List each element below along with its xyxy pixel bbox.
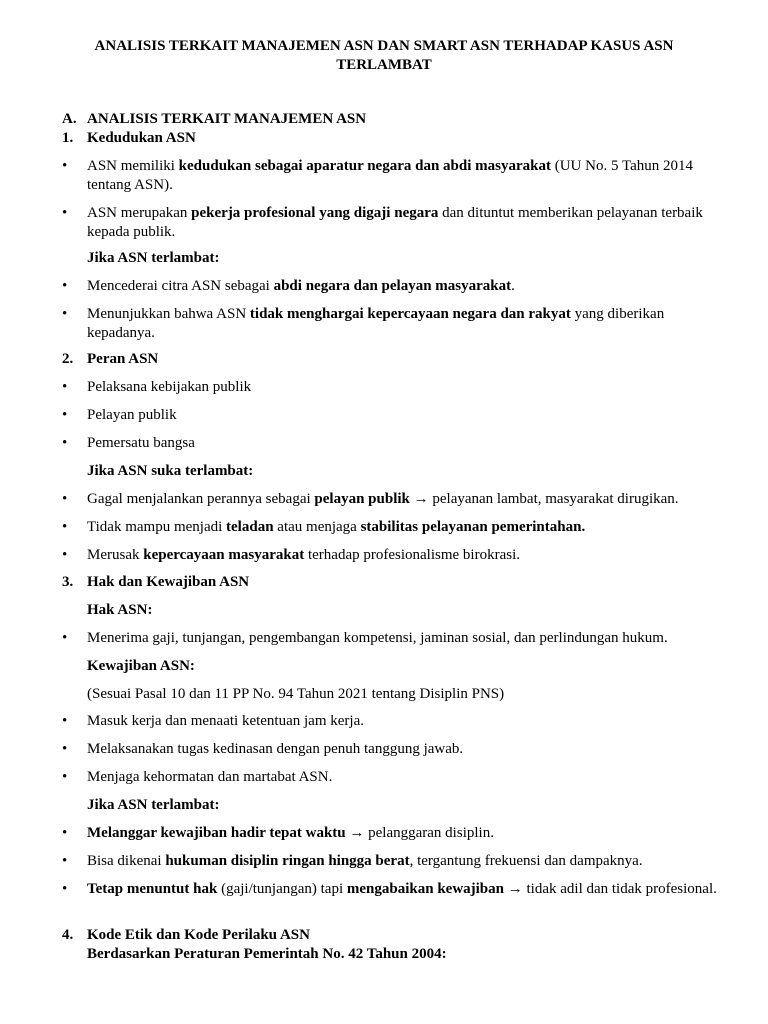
section-2-number: 2. [62, 351, 74, 367]
bullet-icon: • [62, 491, 68, 507]
list-item [62, 824, 727, 843]
section-a-label: ANALISIS TERKAIT MANAJEMEN ASN [87, 111, 367, 127]
text: Masuk kerja dan menaati ketentuan jam kerja. [87, 713, 364, 729]
section-4-subtitle: Berdasarkan Peraturan Pemerintah No. 42 Tahun 2004: [87, 946, 447, 962]
bold-text: pelayan publik [314, 491, 410, 507]
text: atau menjaga [273, 519, 361, 535]
bold-text: kepercayaan masyarakat [143, 547, 305, 563]
section-a-letter: A. [62, 111, 77, 127]
bold-text: stabilitas pelayanan pemerintahan. [360, 519, 586, 535]
arrow-icon: → [345, 825, 369, 841]
text: (gaji/tunjangan) tapi [217, 881, 347, 897]
text: Merusak [87, 547, 144, 563]
section-4-number: 4. [62, 927, 74, 943]
section-4-label: Kode Etik dan Kode Perilaku ASN [87, 927, 310, 943]
arrow-icon: → [409, 491, 433, 507]
text: tidak adil dan tidak profesional. [526, 881, 717, 897]
list-item [62, 768, 727, 787]
bullet-icon: • [62, 519, 68, 535]
text: (UU No. 5 Tahun 2014 tentang ASN). [87, 158, 693, 193]
bold-text: Jika ASN suka terlambat: [87, 463, 254, 479]
bullet-icon: • [62, 278, 68, 294]
section-1-label: Kedudukan ASN [87, 130, 196, 146]
text: Bisa dikenai [87, 853, 166, 869]
list-item [62, 157, 727, 195]
bold-text: mengabaikan kewajiban [346, 881, 504, 897]
list-item [62, 740, 727, 759]
bullet-icon: • [62, 435, 68, 451]
bold-text: tidak menghargai kepercayaan negara dan rakyat [249, 306, 571, 322]
list-item [62, 490, 727, 509]
bullet-icon: • [62, 881, 68, 897]
bold-text: pekerja profesional yang digaji negara [191, 205, 439, 221]
bullet-icon: • [62, 853, 68, 869]
bullet-icon: • [62, 547, 68, 563]
sub-heading [87, 796, 727, 815]
list-item [62, 880, 727, 899]
text: Pelaksana kebijakan publik [87, 379, 252, 395]
list-item [62, 518, 727, 537]
bullet-icon: • [62, 769, 68, 785]
document-title [40, 37, 728, 75]
section-3-heading [62, 573, 732, 592]
text: , tergantung frekuensi dan dampaknya. [409, 853, 643, 869]
sub-heading [87, 462, 727, 481]
list-item [62, 712, 727, 731]
section-1-heading [62, 129, 732, 148]
list-item [62, 378, 727, 397]
bold-text: kedudukan sebagai aparatur negara dan abdi masyarakat [178, 158, 551, 174]
text: Tidak mampu menjadi [87, 519, 227, 535]
list-item [62, 629, 727, 648]
text: Mencederai citra ASN sebagai [87, 278, 274, 294]
note-text: (Sesuai Pasal 10 dan 11 PP No. 94 Tahun 2021 tentang Disiplin PNS) [87, 686, 505, 702]
bullet-icon: • [62, 741, 68, 757]
text: yang diberikan kepadanya. [87, 306, 665, 341]
section-a-heading [62, 110, 732, 129]
section-2-heading [62, 350, 732, 369]
text: pelanggaran disiplin. [368, 825, 494, 841]
text: Gagal menjalankan perannya sebagai [87, 491, 315, 507]
section-4-heading [62, 926, 732, 945]
section-3-number: 3. [62, 574, 74, 590]
bullet-icon: • [62, 158, 68, 174]
text: dan dituntut memberikan pelayanan terbaik kepada publik. [87, 205, 703, 240]
arrow-icon: → [504, 881, 527, 897]
list-item [62, 204, 727, 242]
bold-text: Melanggar kewajiban hadir tepat waktu [87, 825, 346, 841]
list-item [62, 305, 727, 343]
bullet-icon: • [62, 825, 68, 841]
text: terhadap profesionalisme birokrasi. [304, 547, 520, 563]
title-line-2: TERLAMBAT [336, 57, 432, 73]
text: ASN merupakan [87, 205, 192, 221]
bold-text: Tetap menuntut hak [87, 881, 218, 897]
bold-text: Hak ASN: [87, 602, 153, 618]
section-1-number: 1. [62, 130, 74, 146]
section-3-label: Hak dan Kewajiban ASN [87, 574, 250, 590]
bold-text: Jika ASN terlambat: [87, 250, 220, 266]
bullet-icon: • [62, 407, 68, 423]
sub-heading [87, 601, 727, 620]
bold-text: abdi negara dan pelayan masyarakat [273, 278, 512, 294]
bullet-icon: • [62, 630, 68, 646]
title-line-1: ANALISIS TERKAIT MANAJEMEN ASN DAN SMART ASN TERHADAP KASUS ASN [94, 38, 674, 54]
list-item [62, 546, 727, 565]
text: Pemersatu bangsa [87, 435, 195, 451]
text: ASN memiliki [87, 158, 179, 174]
bullet-icon: • [62, 379, 68, 395]
bullet-icon: • [62, 306, 68, 322]
section-2-label: Peran ASN [87, 351, 159, 367]
text: . [511, 278, 515, 294]
text: Menjaga kehormatan dan martabat ASN. [87, 769, 333, 785]
bold-text: hukuman disiplin ringan hingga berat [165, 853, 410, 869]
bullet-icon: • [62, 205, 68, 221]
bullet-icon: • [62, 713, 68, 729]
bold-text: Kewajiban ASN: [87, 658, 195, 674]
list-item [62, 277, 727, 296]
text: Menunjukkan bahwa ASN [87, 306, 250, 322]
text: Melaksanakan tugas kedinasan dengan penuh tanggung jawab. [87, 741, 464, 757]
bold-text: Jika ASN terlambat: [87, 797, 220, 813]
sub-heading [87, 657, 727, 676]
text: Pelayan publik [87, 407, 177, 423]
sub-heading [87, 249, 727, 268]
text: Menerima gaji, tunjangan, pengembangan kompetensi, jaminan sosial, dan perlindungan hukum. [87, 630, 668, 646]
list-item [62, 406, 727, 425]
list-item [62, 852, 727, 871]
list-item [62, 434, 727, 453]
text: pelayanan lambat, masyarakat dirugikan. [432, 491, 679, 507]
bold-text: teladan [226, 519, 274, 535]
